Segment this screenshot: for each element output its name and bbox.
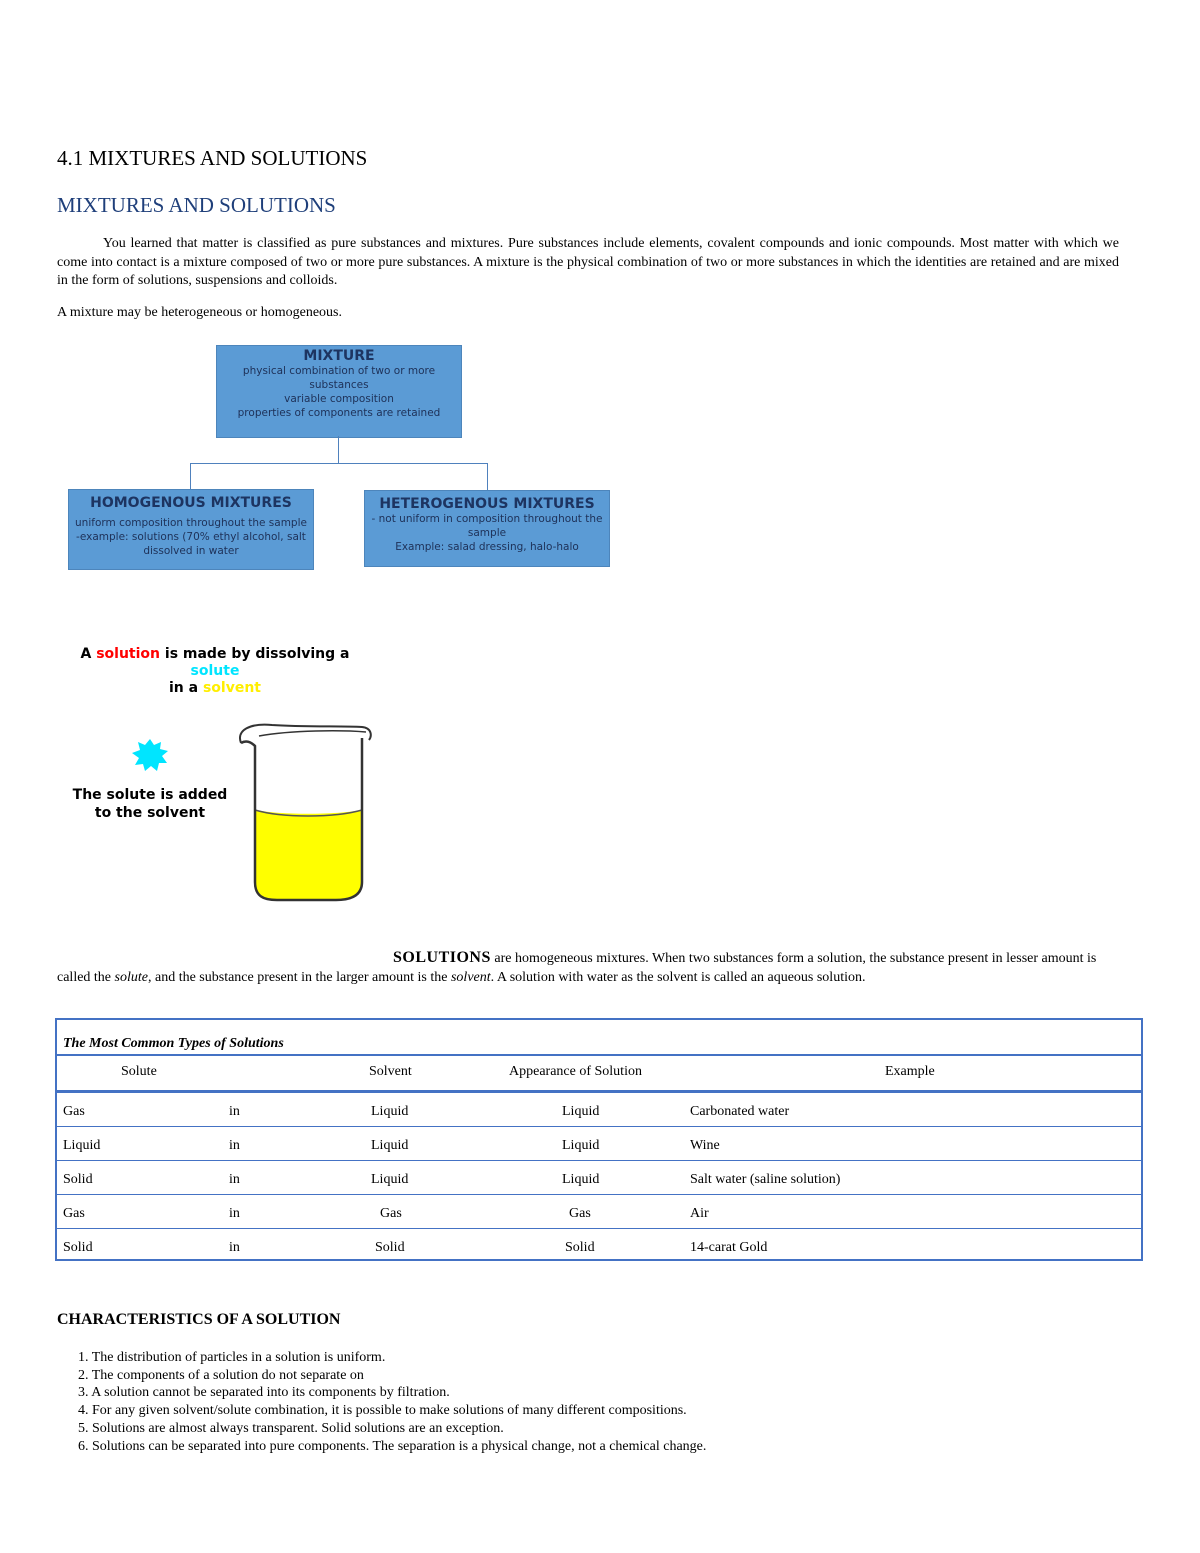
heterogenous-box-line: - not uniform in composition throughout the bbox=[371, 513, 603, 525]
page-title: 4.1 MIXTURES AND SOLUTIONS bbox=[57, 146, 368, 170]
solute-splat-icon bbox=[130, 737, 170, 773]
table-header-row bbox=[57, 1056, 1141, 1093]
list-item: 2. The components of a solution do not separate on bbox=[78, 1367, 364, 1383]
beaker-icon bbox=[232, 718, 377, 904]
solute-term: solute bbox=[114, 970, 148, 985]
table-row: Solid in Liquid Liquid Salt water (saline solution) bbox=[57, 1161, 1141, 1195]
homogenous-box-line: -example: solutions (70% ethyl alcohol, salt bbox=[76, 531, 306, 543]
mixture-box-line: substances bbox=[309, 379, 369, 391]
table-caption: The Most Common Types of Solutions bbox=[63, 1036, 284, 1051]
solutions-table bbox=[55, 1018, 1143, 1261]
list-item: 1. The distribution of particles in a solution is uniform. bbox=[78, 1350, 386, 1365]
homogenous-box bbox=[68, 489, 314, 570]
table-caption-row bbox=[57, 1020, 1141, 1056]
list-item: 5. Solutions are almost always transparent. Solid solutions are an exception. bbox=[78, 1420, 504, 1436]
header-solvent: Solvent bbox=[369, 1064, 412, 1079]
table-row: Liquid in Liquid Liquid Wine bbox=[57, 1127, 1141, 1161]
solutions-lead: SOLUTIONS bbox=[393, 949, 491, 966]
mixture-box-line: variable composition bbox=[284, 393, 394, 405]
table-row: Gas in Liquid Liquid Carbonated water bbox=[57, 1093, 1141, 1127]
section-heading: MIXTURES AND SOLUTIONS bbox=[57, 193, 336, 217]
homogenous-box-line: uniform composition throughout the sample bbox=[75, 517, 307, 529]
header-appearance: Appearance of Solution bbox=[509, 1064, 642, 1079]
solutions-paragraph: SOLUTIONS are homogeneous mixtures. When two substances form a solution, the substance present in lesser amount is called the solute, and the substance present in the larger amount is the solvent. A solution with water as the solvent is called an aqueous solution. bbox=[57, 949, 1097, 985]
connector-horizontal bbox=[190, 463, 488, 464]
heterogenous-box-title: HETEROGENOUS MIXTURES bbox=[379, 496, 595, 512]
mixture-box-title: MIXTURE bbox=[303, 348, 375, 364]
solute-word: solute bbox=[190, 663, 240, 679]
list-item: 4. For any given solvent/solute combination, it is possible to make solutions of many different compositions. bbox=[78, 1403, 687, 1419]
intro-text: You learned that matter is classified as pure substances and mixtures. Pure substances include elements, covalent compounds and ionic compounds. Most matter with which we come into contact is a mixture composed of two or more pure substances. A mixture is the physical combination of two or more substances in which the identities are retained and are mixed in the form of solutions, suspensions and colloids. bbox=[57, 236, 1119, 288]
mixture-box bbox=[216, 345, 462, 438]
list-item: 3. A solution cannot be separated into its components by filtration. bbox=[78, 1385, 450, 1401]
homogenous-box-title: HOMOGENOUS MIXTURES bbox=[90, 495, 292, 511]
solvent-word: solvent bbox=[202, 680, 261, 696]
characteristics-heading: CHARACTERISTICS OF A SOLUTION bbox=[57, 1311, 341, 1328]
mixture-box-line: physical combination of two or more bbox=[242, 365, 436, 377]
solution-caption-line2: in a solvent bbox=[169, 680, 261, 696]
solute-added-line: to the solvent bbox=[94, 805, 206, 821]
connector-vertical bbox=[338, 436, 339, 463]
mixture-sentence: A mixture may be heterogeneous or homogeneous. bbox=[57, 305, 342, 320]
homogenous-box-line: dissolved in water bbox=[143, 545, 239, 557]
connector-right bbox=[487, 463, 488, 490]
solute-added-caption bbox=[70, 786, 230, 822]
solution-caption-line1: A solution is made by dissolving a solute bbox=[80, 646, 350, 679]
characteristics-list bbox=[78, 1349, 706, 1455]
header-example: Example bbox=[885, 1064, 935, 1079]
mixture-box-line: properties of components are retained bbox=[237, 407, 441, 419]
header-solute: Solute bbox=[121, 1064, 157, 1079]
solution-word: solution bbox=[96, 646, 161, 662]
heterogenous-box-line: sample bbox=[467, 527, 507, 539]
table-row: Solid in Solid Solid 14-carat Gold bbox=[63, 1240, 768, 1255]
solvent-term: solvent bbox=[450, 970, 491, 985]
solution-caption bbox=[60, 646, 370, 697]
table-row: Gas in Gas Gas Air bbox=[57, 1195, 1141, 1229]
connector-left bbox=[190, 463, 191, 489]
heterogenous-box-line: Example: salad dressing, halo-halo bbox=[395, 541, 579, 553]
solute-added-line: The solute is added bbox=[72, 787, 228, 803]
list-item: 6. Solutions can be separated into pure components. The separation is a physical change, not a chemical change. bbox=[78, 1438, 707, 1454]
heterogenous-box bbox=[364, 490, 610, 567]
intro-paragraph bbox=[57, 235, 1119, 291]
